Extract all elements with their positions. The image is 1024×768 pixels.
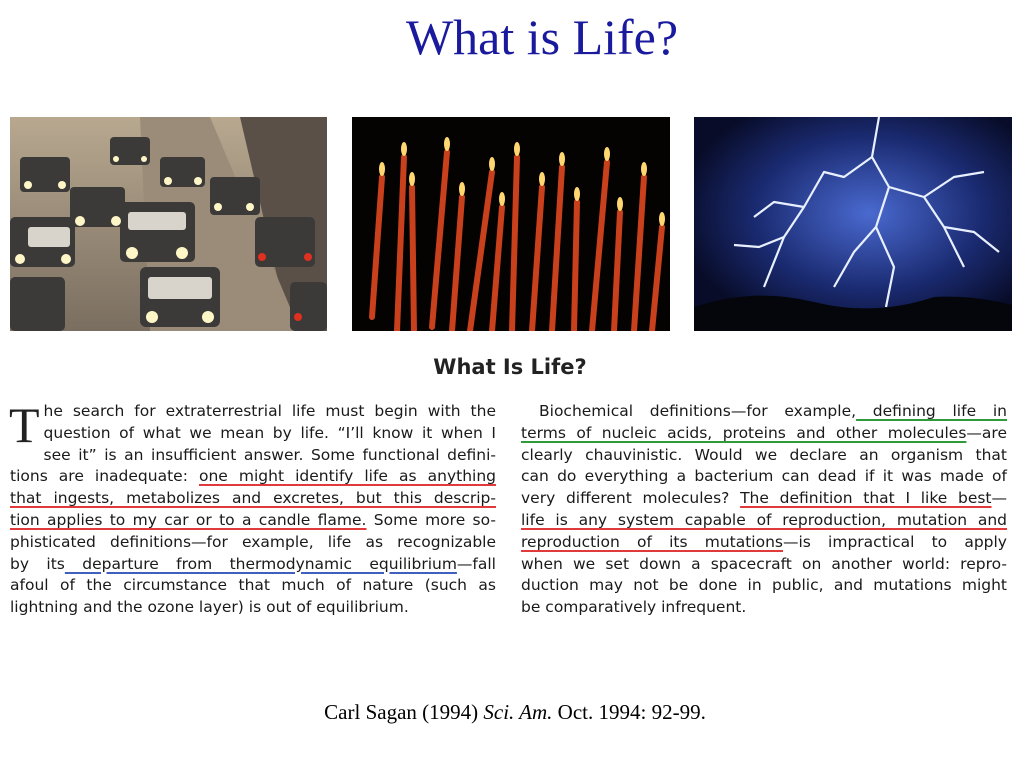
highlight-blue: departure from thermodynamic equilibrium bbox=[64, 554, 457, 573]
highlight-red: one might identify life as anything bbox=[198, 467, 496, 486]
citation-details: Oct. 1994: 92-99. bbox=[552, 700, 706, 724]
text-line: see it” is an insufficient answer. Some functional defini- bbox=[43, 445, 496, 464]
text-line: he search for extraterrestrial life must begin with the bbox=[43, 402, 496, 420]
highlight-green: defining life in bbox=[856, 402, 1007, 420]
drop-cap: T bbox=[9, 397, 40, 453]
text-line: question of what we mean by life. “I’ll know it when I bbox=[43, 423, 496, 442]
citation-journal: Sci. Am. bbox=[483, 700, 553, 724]
text-line: afoul of the circumstance that much of nature (such as bbox=[10, 576, 496, 595]
article-heading: What Is Life? bbox=[433, 355, 587, 379]
highlight-green: terms of nucleic acids, proteins and other molecules bbox=[521, 423, 967, 442]
highlight-red: The definition that I like best bbox=[740, 489, 992, 508]
text-line: phisticated definitions—for example, life as recognizable bbox=[10, 532, 496, 551]
lightning-photo bbox=[694, 117, 1012, 331]
text-line: terms of nucleic acids, proteins and other molecules—are bbox=[521, 423, 1007, 442]
text-line: when we set down a spacecraft on another world: repro- bbox=[521, 554, 1007, 573]
text-line: can do everything a bacterium can dead if it was made of bbox=[521, 467, 1007, 486]
highlight-red: tion applies to my car or to a candle flame. bbox=[10, 510, 367, 529]
text-line: by its departure from thermodynamic equilibrium—fall bbox=[10, 554, 496, 573]
text-line: that ingests, metabolizes and excretes, but this descrip- bbox=[10, 489, 496, 508]
text-line: tion applies to my car or to a candle flame. Some more so- bbox=[10, 510, 496, 529]
text-line: reproduction of its mutations—is impractical to apply bbox=[521, 532, 1007, 551]
candles-photo bbox=[352, 117, 670, 331]
text-line: life is any system capable of reproduction, mutation and bbox=[521, 510, 1007, 529]
citation-authors: Carl Sagan (1994) bbox=[324, 700, 484, 724]
text-line: clearly chauvinistic. Would we declare an organism that bbox=[521, 445, 1007, 464]
text-line: duction may not be done in public, and mutations might bbox=[521, 576, 1007, 595]
traffic-photo bbox=[10, 117, 327, 331]
text-line: very different molecules? The definition that I like best— bbox=[521, 489, 1008, 508]
text-line: Biochemical definitions—for example, defining life in bbox=[539, 402, 1007, 420]
text-line: lightning and the ozone layer) is out of equilibrium. bbox=[10, 598, 409, 617]
text-line: tions are inadequate: one might identify life as anything bbox=[10, 467, 496, 486]
article-column-left bbox=[9, 397, 496, 619]
text-line: be comparatively infrequent. bbox=[521, 598, 747, 617]
highlight-red: reproduction of its mutations bbox=[521, 532, 783, 551]
slide-title: What is Life? bbox=[405, 9, 679, 65]
citation bbox=[0, 700, 1024, 725]
article-column-right bbox=[521, 401, 1007, 619]
